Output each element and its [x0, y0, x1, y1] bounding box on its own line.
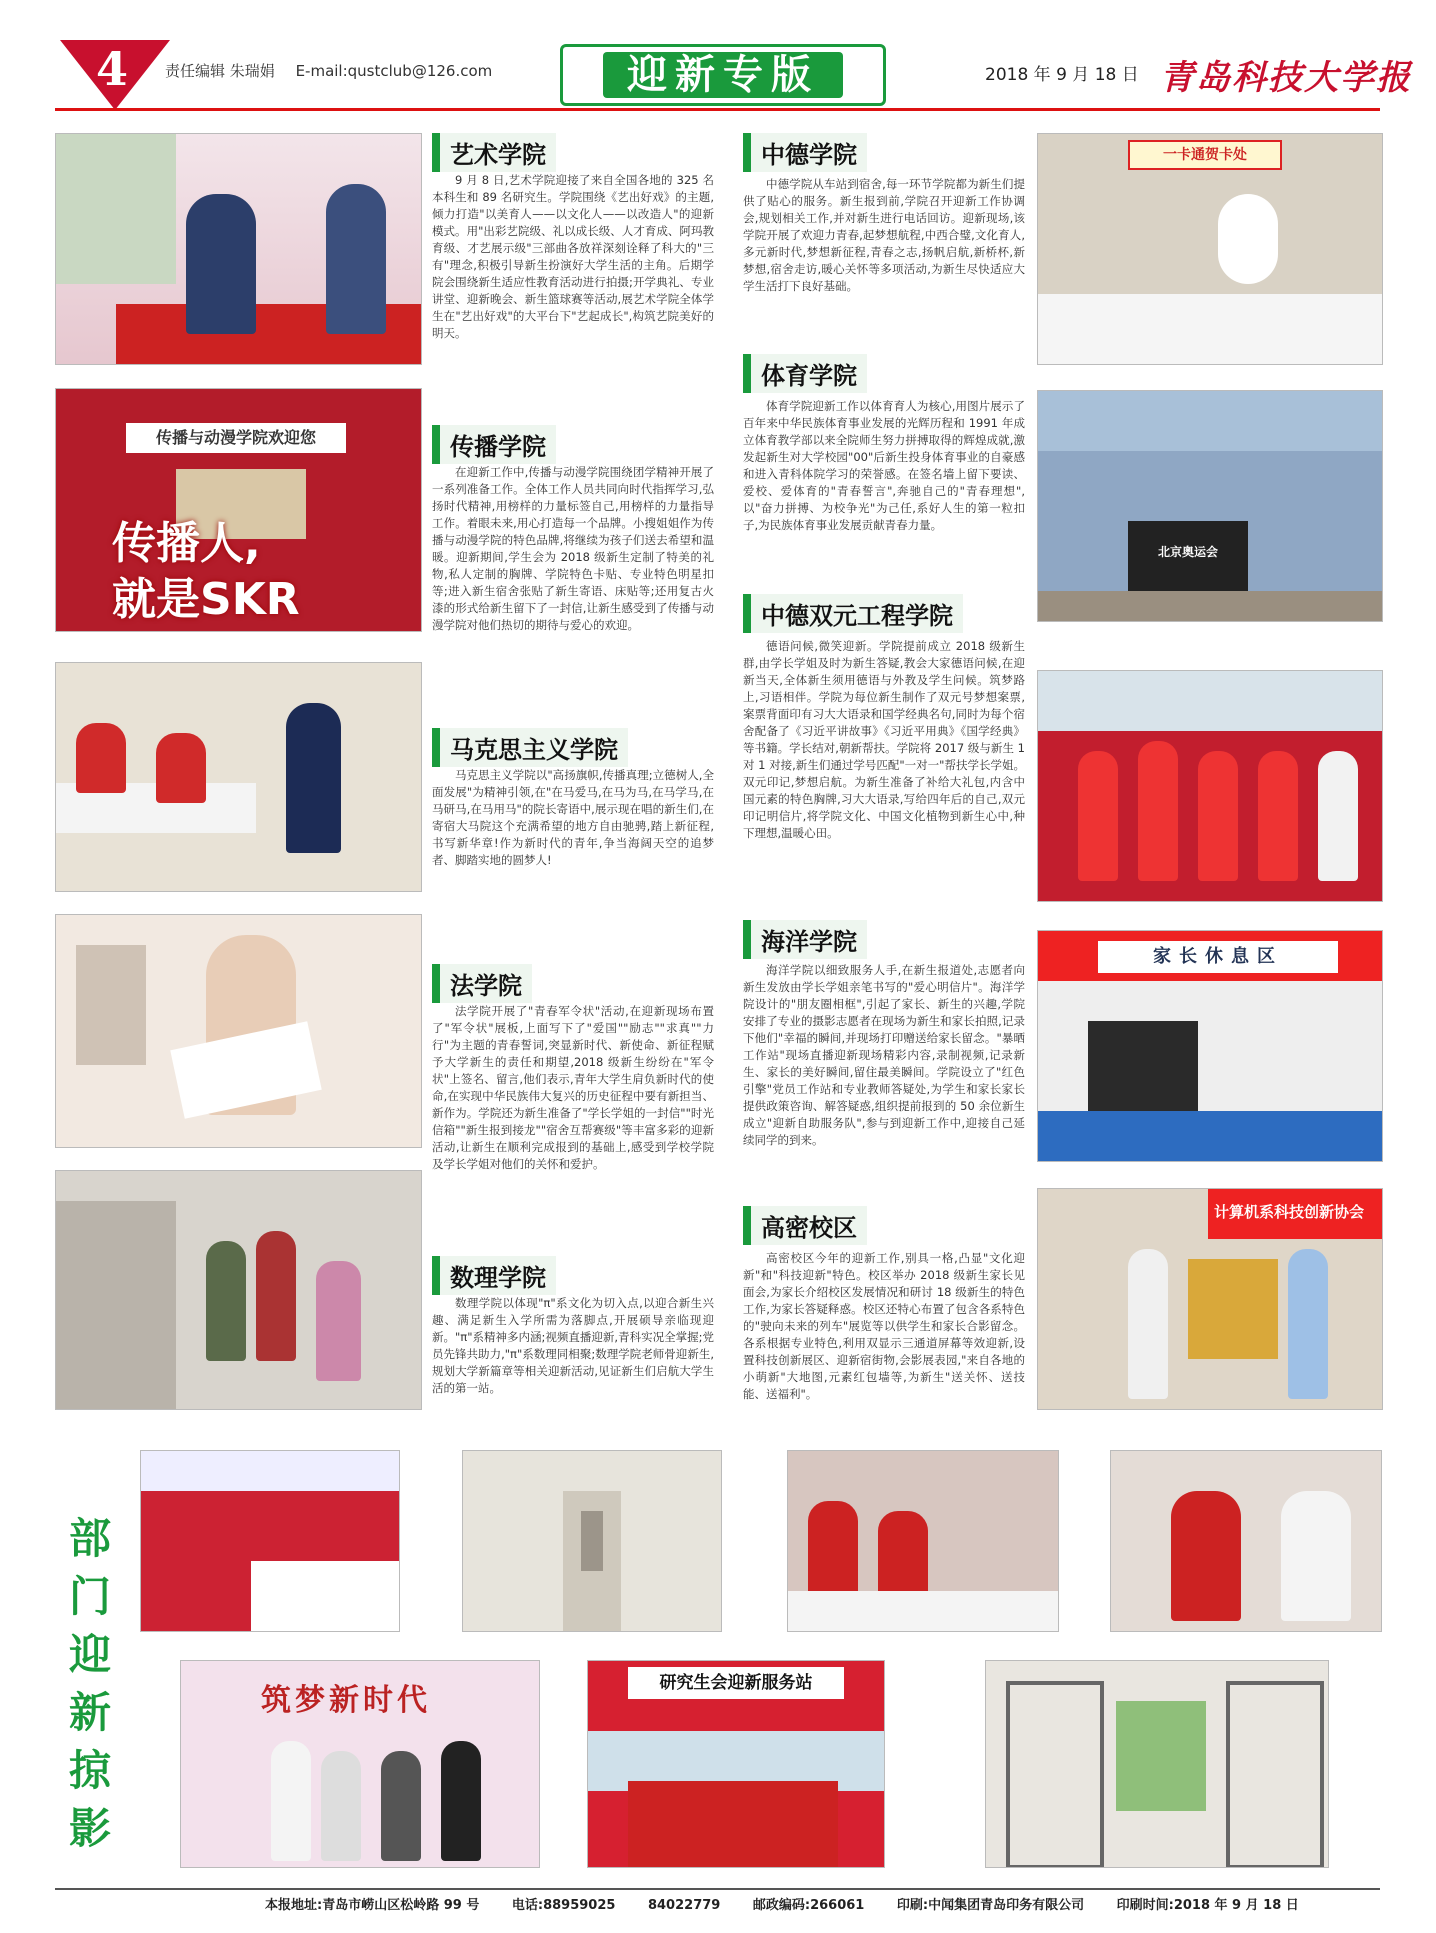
photo-sky [1038, 671, 1382, 731]
gallery-photo-5 [180, 1660, 540, 1868]
photo-sky [1038, 391, 1382, 451]
gallery-label-text: 部门迎新掠影 [68, 1514, 111, 1853]
photo-person [1198, 751, 1238, 881]
gallery-photo-3 [787, 1450, 1059, 1632]
section-title-sports: 体育学院 [743, 354, 867, 393]
section-body-dual-engineering: 德语问候,微笑迎新。学院提前成立 2018 级新生群,由学长学姐及时为新生答疑,教会大家德语问候,在迎新当天,全体新生须用德语与外教及学生问候。筑梦路上,习语相伴。学院为每位新生制作了双元号梦想案票,案票背面印有习大大语录和国学经典名句,同时为每个宿舍配备了《习近平讲故事》《习近平用典》《国学经典》等书籍。学长结对,朝新帮扶。学院将 2017 级与新生 1 对 1 对接,新生们通过学号匹配"一对一"帮扶学长学姐。双元印记,梦想启航。为新生准备了补给大礼包,内含中国元素的特色胸牌,习大大语录,写给四年后的自己,双元印记明信片,将学院文化、中国文化植物到新生心中,种下理想,温暖心田。 [743, 639, 1025, 840]
photo-sky [141, 1451, 399, 1491]
section-title-law: 法学院 [432, 964, 532, 1003]
section-body-ocean: 海洋学院以细致服务人手,在新生报道处,志愿者向新生发放由学长学姐亲笔书写的"爱心明信片"。海洋学院设计的"朋友圈相框",引起了家长、新生的兴趣,学院安排了专业的摄影志愿者在现场为新生和家长拍照,记录下他们"幸福的瞬间,并现场打印赠送给家长留念。"暴晒工作站"现场直播迎新现场精彩内容,录制视频,记录新生、家长的美好瞬间,留住最美瞬间。学院设立了"红色引擎"党员工作站和专业教师答疑处,为学生和家长家长提供政策咨询、解答疑惑,组织提前报到的 50 余位新生成立"迎新自助服务队",参与到迎新工作中,迎接自己延续同学的到来。 [743, 963, 1025, 1147]
photo-tent-text: 家长休息区 [1098, 941, 1338, 973]
photo-person [1128, 1249, 1168, 1399]
photo-slogan-line-2: 就是SKR [112, 574, 300, 625]
section-body-sino-german: 中德学院从车站到宿舍,每一环节学院都为新生们提供了贴心的服务。新生报到前,学院召开迎新工作协调会,规划相关工作,并对新生进行电话回访。迎新现场,该学院开展了欢迎力青春,起梦想航程,中西合璧,文化育人,多元新时代,梦想新征程,青春之志,扬帆启航,新桥杯,新梦想,宿舍走访,暖心关怀等多项活动,为新生尽快适应大学生活打下良好基础。 [743, 177, 1025, 293]
photo-tent-text: 计算机系科技创新协会 [1214, 1203, 1365, 1221]
photo-math-college [55, 1170, 422, 1410]
gallery-photo-6 [587, 1660, 885, 1868]
photo-person [1318, 751, 1358, 881]
section-body-gaomi: 高密校区今年的迎新工作,别具一格,凸显"文化迎新"和"科技迎新"特色。校区举办 2018 级新生家长见面会,为家长介绍校区发展情况和研讨 18 级新生的特色工作,为家长答疑释惑。校区还特心布置了包含各系特色的"驶向未来的列车"展览等以供学生和家长合影留念。各系根据专业特色,利用双显示三通道屏幕等效迎新,设置科技创新展区、迎新宿街物,会影展表园,"来自各地的小萌新"大地图,元素红包墙等,为新生"送关怀、送技能、送福利"。 [743, 1251, 1025, 1401]
photo-sign-text: 传播与动漫学院欢迎您 [126, 423, 346, 453]
photo-person [1138, 741, 1178, 881]
photo-paper [170, 1021, 321, 1119]
section-body-communication: 在迎新工作中,传播与动漫学院围绕团学精神开展了一系列准备工作。全体工作人员共同向时代指挥学习,弘扬时代精神,用榜样的力量标签自己,用榜样的力量指导工作。着眼未来,用心打造每一个品牌。小搜姐姐作为传播与动漫学院的特色品牌,将继续为孩子们送去希望和温暖。迎新期间,学生会为 2018 级新生定制了特美的礼物,私人定制的胸牌、学院特色卡贴、专业特色明星扣等;进入新生宿舍张贴了新生寄语、床贴等;还用复古火漆的形式给新生留下了一封信,让新生感受到了传播与动漫学院对他们热切的期待与爱心的欢迎。 [432, 465, 714, 632]
photo-person [1078, 751, 1118, 881]
footer-postcode: 邮政编码:266061 [752, 1898, 865, 1913]
gallery-photo-2 [462, 1450, 722, 1632]
footer-phone-2: 84022779 [647, 1898, 721, 1913]
photo-table [1038, 1111, 1382, 1161]
photo-bunk-bed [1226, 1681, 1324, 1868]
publication-date: 2018 年 9 月 18 日 [985, 65, 1139, 85]
section-body-art: 9 月 8 日,艺术学院迎接了来自全国各地的 325 名本科生和 89 名研究生。学院围绕《艺出好戏》的主题,倾力打造"以美育人——以文化人——以改造人"的迎新模式。用"出彩艺院级、礼以成长级、人才育成、阿玛教育级、才艺展示级"三部曲各放祥深刻诠释了科大的"三有"理念,积极引导新生扮演好大学生活的主角。后期学院会围绕新生适应性教育活动进行拍摄;开学典礼、专业讲堂、迎新晚会、新生篮球赛等活动,展艺术学院全体学生在"艺出好戏"的大平台下"艺起成长",构筑艺院美好的明天。 [432, 173, 714, 340]
photo-person [316, 1261, 361, 1381]
editor-name: 责任编辑 朱瑞娟 [165, 62, 275, 80]
photo-bg-people [76, 945, 146, 1065]
photo-ocean-college [1037, 930, 1383, 1162]
header-rule [55, 108, 1380, 111]
photo-person [206, 1241, 246, 1361]
photo-banner-text: 研究生会迎新服务站 [628, 1667, 844, 1699]
photo-volunteer [1171, 1491, 1241, 1621]
footer-print-date: 印刷时间:2018 年 9 月 18 日 [1116, 1898, 1299, 1913]
photo-person [321, 1751, 361, 1861]
photo-art-college [55, 133, 422, 365]
section-body-sports: 体育学院迎新工作以体育育人为核心,用图片展示了百年来中华民族体育事业发展的光辉历程和 1991 年成立体育教学部以来全院师生努力拼搏取得的辉煌成就,激发起新生对大学校园"00"后新生投身体育事业的自豪感和进入青科体院学习的荣誉感。在签名墙上留下要读、爱校、爱体育的"青春誓言",奔驰自己的"青春理想",以"奋力拼搏、为校争光"为己任,系好人生的第一粒扣子,为民族体育事业发展贡献青春力量。 [743, 399, 1025, 532]
newspaper-masthead: 青岛科技大学报 [1160, 58, 1412, 98]
section-banner [560, 44, 886, 106]
editor-email[interactable]: E-mail:qustclub@126.com [295, 62, 493, 80]
photo-ground [1038, 591, 1382, 621]
footer-rule [55, 1888, 1380, 1890]
photo-banner-text: 筑梦新时代 [261, 1683, 431, 1718]
photo-sino-german-college [1037, 133, 1383, 365]
page-number: 4 [96, 42, 129, 96]
photo-slogan-line-1: 传播人, [112, 518, 261, 569]
photo-sports-college [1037, 390, 1383, 622]
photo-communication-college [55, 388, 422, 632]
photo-person [441, 1741, 481, 1861]
photo-person [1288, 1249, 1328, 1399]
gallery-photo-7 [985, 1660, 1329, 1868]
photo-performer [186, 194, 256, 334]
photo-sino-german-dual-college [1037, 670, 1383, 902]
photo-board-text: 北京奥运会 [1157, 545, 1218, 559]
section-title-art: 艺术学院 [432, 133, 556, 172]
photo-volunteers [628, 1781, 838, 1867]
section-body-marxism: 马克思主义学院以"高扬旗帜,传播真理;立德树人,全面发展"为精神引领,在"在马爱马,在马为马,在马学马,在马研马,在马用马"的院长寄语中,展示现在唱的新生们,在寄宿大马院这个充满希望的地方自由驰骋,踏上新征程,书写新华章!作为新时代的青年,争当海阔天空的追梦者、脚踏实地的圆梦人! [432, 768, 714, 867]
photo-gaomi-campus [1037, 1188, 1383, 1410]
photo-sign-text: 一卡通贺卡处 [1128, 140, 1282, 170]
section-title-math: 数理学院 [432, 1256, 556, 1295]
section-title-ocean: 海洋学院 [743, 920, 867, 959]
section-body-law: 法学院开展了"青春军令状"活动,在迎新现场布置了"军令状"展板,上面写下了"爱国""励志""求真""力行"为主题的青春誓词,突显新时代、新使命、新征程赋予大学新生的责任和期望,2018 级新生纷纷在"军令状"上签名、留言,他们表示,青年大学生肩负新时代的使命,在实现中华民族伟大复兴的历史征程中要有新担当、新作为。学院还为新生准备了"学长学姐的一封信""时光信箱""新生报到接龙""宿舍互帮赛级"等丰富多彩的迎新活动,让新生在顺利完成报到的基础上,感受到学校学院及学长学姐对他们的关怀和爱护。 [432, 1004, 714, 1171]
section-title-gaomi: 高密校区 [743, 1206, 867, 1245]
photo-bunk-bed [1006, 1681, 1104, 1868]
footer-printer: 印刷:中闻集团青岛印务有限公司 [896, 1898, 1085, 1913]
photo-student [1281, 1491, 1351, 1621]
photo-volunteer [76, 723, 126, 793]
photo-shelves [56, 1201, 176, 1409]
footer-phone: 电话:88959025 [511, 1898, 616, 1913]
banner-title: 迎新专版 [603, 52, 843, 98]
photo-corridor-end [581, 1511, 603, 1571]
section-title-marxism: 马克思主义学院 [432, 728, 628, 767]
section-title-dual-engineering: 中德双元工程学院 [743, 594, 963, 633]
gallery-photo-1 [140, 1450, 400, 1632]
photo-law-college [55, 914, 422, 1148]
photo-table [251, 1561, 399, 1631]
editor-info [165, 60, 508, 81]
photo-window [1116, 1701, 1206, 1811]
photo-marxism-college [55, 662, 422, 892]
photo-student [286, 703, 341, 853]
section-title-sino-german: 中德学院 [743, 133, 867, 172]
photo-table [788, 1591, 1058, 1631]
section-body-math: 数理学院以体现"π"系文化为切入点,以迎合新生兴趣、满足新生入学所需为落脚点,开展硕导亲临现迎新。"π"系精神多内涵;视频直播迎新,青科实况全掌握;党员先锋共助力,"π"系数理同相聚;数理学院老师骨迎新生,规划大学新篇章等相关迎新活动,见证新生们启航大学生活的第一站。 [432, 1296, 714, 1395]
gallery-photo-4 [1110, 1450, 1382, 1632]
footer [265, 1894, 1327, 1913]
photo-table [1038, 294, 1382, 364]
gallery-label [60, 1510, 120, 1858]
section-title-communication: 传播学院 [432, 425, 556, 464]
photo-display [1188, 1259, 1278, 1359]
photo-person [1258, 751, 1298, 881]
photo-performer [326, 184, 386, 334]
photo-person [256, 1231, 296, 1361]
photo-person [271, 1741, 311, 1861]
photo-person [381, 1751, 421, 1861]
photo-mascot [1218, 194, 1278, 284]
photo-volunteer [156, 733, 206, 803]
footer-address: 本报地址:青岛市崂山区松岭路 99 号 [265, 1898, 480, 1913]
photo-screen [1088, 1021, 1198, 1111]
photo-bg-trees [56, 134, 176, 284]
